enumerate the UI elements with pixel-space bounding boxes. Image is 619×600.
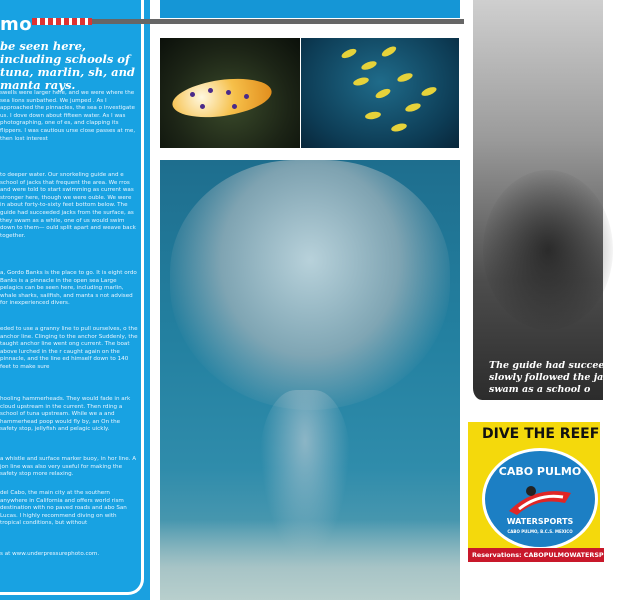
article-paragraph: eded to use a granny line to pull ourselves, o the anchor line. Clinging to the anchor Suddenly, the taught anchor line went ong current. The boat above lurched in the r caught again on the pinnacle, and the line ed himself down to 140 feet to make sure <box>0 326 138 370</box>
nudibranch-spot <box>200 104 205 109</box>
nudibranch-photo <box>160 38 300 148</box>
article-footer: s at www.underpressurephoto.com. <box>0 551 100 557</box>
fish-shape <box>396 71 413 83</box>
header-stripes <box>32 18 92 25</box>
nudibranch-spot <box>208 88 213 93</box>
bw-fish-school <box>483 170 613 330</box>
header-dark-bar <box>92 19 464 24</box>
fish-shape <box>365 111 382 121</box>
nudibranch-spot <box>226 90 231 95</box>
article-paragraph: del Cabo, the main city at the southern anywhere in California and offers world rism destination with no paved roads and abo San Lucas. I highly recommend diving on with tropical conditions, but without <box>0 490 127 527</box>
fish-shape <box>340 47 357 60</box>
logo-sub-text: CABO PULMO, B.C.S. MEXICO <box>507 529 573 534</box>
dive-shop-ad[interactable] <box>468 422 610 562</box>
article-paragraph: to deeper water. Our snorkeling guide and e school of jacks that frequent the area. We rros and were told to start swimming as current was stronger here, though we were ouble. We were in about forty-to-sixty feet bottom below. The guide had succeeded jacks from the surface, as they swam as a while, one of us would swim down to them— ould split apart and weave back together. <box>0 172 136 239</box>
shop-logo <box>482 448 598 550</box>
article-paragraph: swells were larger here, and we were where the sea lions sunbathed. We jumped . As I approached the pinnacles, the sea o investigate us. I dove down about fifteen water. As I was photographing, one of es, and clapping its flippers. I was cautious urse close passes at me, then lost interest <box>0 90 136 142</box>
header-rule <box>32 18 462 25</box>
nudibranch-spot <box>190 92 195 97</box>
article-paragraph: hooling hammerheads. They would fade in ark cloud upstream in the current. Then rding a school of tuna upstream. While we a and hammerhead poop would fly by, an On the safety stop, jellyfish and pelagic uickly. <box>0 396 131 433</box>
fish-shape <box>420 85 437 97</box>
fish-school-shape <box>170 160 450 410</box>
seabed <box>160 520 460 600</box>
fish-shape <box>390 122 407 133</box>
fish-shape <box>360 59 377 71</box>
top-blue-band <box>160 0 460 18</box>
fish-shape <box>374 87 391 100</box>
logo-top-text: CABO PULMO <box>498 465 582 478</box>
jack-school-photo <box>160 160 460 600</box>
article-text-panel <box>0 0 144 595</box>
fish-shape <box>404 102 421 114</box>
article-sidebar <box>0 0 150 600</box>
logo-bottom-text: WATERSPORTS <box>506 517 574 526</box>
nudibranch-spot <box>232 104 237 109</box>
nudibranch-shape <box>170 73 274 123</box>
fish-shape <box>380 44 397 58</box>
bw-diver-photo <box>470 0 616 400</box>
fish-shape <box>352 76 369 87</box>
ad-headline: DIVE THE REEF <box>482 426 600 442</box>
diver-flag-icon <box>505 481 575 517</box>
yellow-fish-photo <box>301 38 459 148</box>
article-paragraph: a, Gordo Banks is the place to go. It is eight ordo Banks is a pinnacle in the open sea Large pelagics can be seen here, including marlin, whale sharks, sailfish, and manta s not advised for inexperienced divers. <box>0 270 137 307</box>
photo-pull-quote: The guide had succeed slowly followed the jack swam as a school o <box>489 360 616 395</box>
nudibranch-spot <box>244 94 249 99</box>
reservations-bar[interactable]: Reservations: CABOPULMOWATERSPO <box>468 548 604 562</box>
pull-quote: be seen here, including schools of tuna, marlin, sh, and manta rays. <box>0 39 135 92</box>
article-title-fragment: mo <box>0 14 33 35</box>
article-paragraph: a whistle and surface marker buoy, in hor line. A jon line was also very useful for making the safety stop more relaxing. <box>0 456 137 478</box>
